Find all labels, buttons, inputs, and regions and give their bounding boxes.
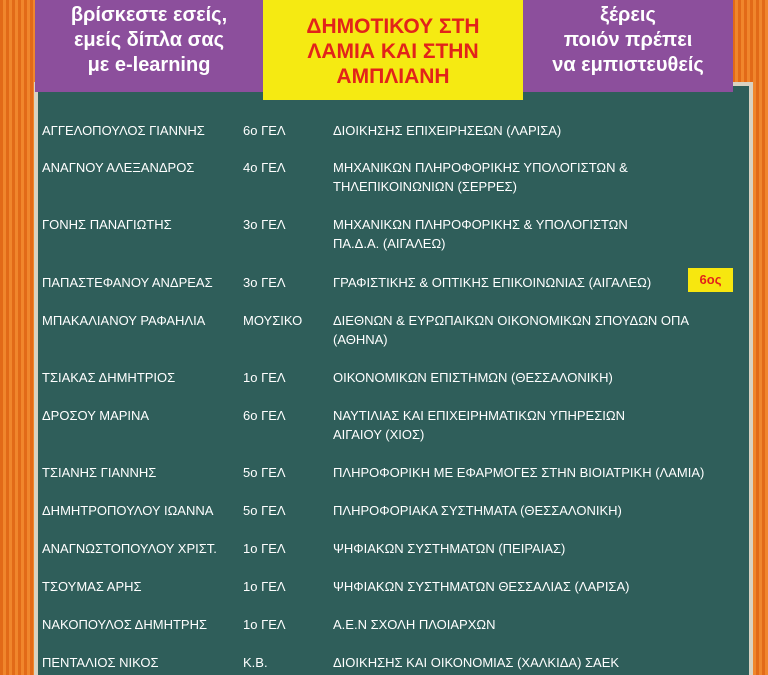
school-name: Κ.Β.	[243, 655, 268, 670]
school-name: 1ο ΓΕΛ	[243, 579, 286, 594]
department-line: ΠΛΗΡΟΦΟΡΙΑΚΑ ΣΥΣΤΗΜΑΤΑ (ΘΕΣΣΑΛΟΝΙΚΗ)	[333, 503, 622, 518]
school-name: 1ο ΓΕΛ	[243, 370, 286, 385]
school-name: 6ο ΓΕΛ	[243, 408, 286, 423]
school-name: ΜΟΥΣΙΚΟ	[243, 313, 303, 328]
ranking-badge: 6ος	[688, 268, 733, 292]
header-right-line: ξέρεις	[600, 4, 656, 26]
student-name: ΤΣΙΑΝΗΣ ΓΙΑΝΝΗΣ	[42, 465, 157, 480]
header-right-line: να εμπιστευθείς	[552, 54, 704, 76]
school-name: 1ο ΓΕΛ	[243, 617, 286, 632]
school-name: 6ο ΓΕΛ	[243, 123, 286, 138]
school-name: 3ο ΓΕΛ	[243, 275, 286, 290]
department-line: ΟΙΚΟΝΟΜΙΚΩΝ ΕΠΙΣΤΗΜΩΝ (ΘΕΣΣΑΛΟΝΙΚΗ)	[333, 370, 613, 385]
student-name: ΠΕΝΤΑΛΙΟΣ ΝΙΚΟΣ	[42, 655, 159, 670]
department-line: ΜΗΧΑΝΙΚΩΝ ΠΛΗΡΟΦΟΡΙΚΗΣ & ΥΠΟΛΟΓΙΣΤΩΝ	[333, 217, 628, 232]
department-line: ΨΗΦΙΑΚΩΝ ΣΥΣΤΗΜΑΤΩΝ ΘΕΣΣΑΛΙΑΣ (ΛΑΡΙΣΑ)	[333, 579, 630, 594]
student-name: ΔΡΟΣΟΥ ΜΑΡΙΝΑ	[42, 408, 150, 423]
department-line: ΜΗΧΑΝΙΚΩΝ ΠΛΗΡΟΦΟΡΙΚΗΣ ΥΠΟΛΟΓΙΣΤΩΝ &	[333, 160, 628, 175]
department-line: ΔΙΕΘΝΩΝ & ΕΥΡΩΠΑΙΚΩΝ ΟΙΚΟΝΟΜΙΚΩΝ ΣΠΟΥΔΩΝ ΟΠΑ	[333, 313, 690, 328]
header-left-line: βρίσκεστε εσείς,	[70, 4, 228, 26]
department-line: ΔΙΟΙΚΗΣΗΣ ΕΠΙΧΕΙΡΗΣΕΩΝ (ΛΑΡΙΣΑ)	[333, 123, 562, 138]
header-center-panel	[263, 0, 523, 100]
school-name: 4ο ΓΕΛ	[243, 160, 286, 175]
department-line: (ΑΘΗΝΑ)	[333, 332, 388, 347]
department-line: ΠΑ.Δ.Α. (ΑΙΓΑΛΕΩ)	[333, 236, 446, 251]
header-center-line: ΑΜΠΛΙΑΝΗ	[336, 65, 450, 88]
school-name: 5ο ΓΕΛ	[243, 503, 286, 518]
department-line: Α.Ε.Ν ΣΧΟΛΗ ΠΛΟΙΑΡΧΩΝ	[333, 617, 496, 632]
student-name: ΓΟΝΗΣ ΠΑΝΑΓΙΩΤΗΣ	[42, 217, 172, 232]
header-right-panel	[523, 0, 733, 92]
student-name: ΜΠΑΚΑΛΙΑΝΟΥ ΡΑΦΑΗΛΙΑ	[42, 313, 206, 328]
header-center-line: ΛΑΜΙΑ ΚΑΙ ΣΤΗΝ	[307, 40, 479, 63]
student-name: ΑΓΓΕΛΟΠΟΥΛΟΣ ΓΙΑΝΝΗΣ	[42, 123, 205, 138]
header-center-line: ΔΗΜΟΤΙΚΟΥ ΣΤΗ	[306, 15, 480, 38]
department-line: ΝΑΥΤΙΛΙΑΣ ΚΑΙ ΕΠΙΧΕΙΡΗΜΑΤΙΚΩΝ ΥΠΗΡΕΣΙΩΝ	[333, 408, 625, 423]
school-name: 1ο ΓΕΛ	[243, 541, 286, 556]
department-line: ΑΙΓΑΙΟΥ (ΧΙΟΣ)	[333, 427, 425, 442]
student-name: ΠΑΠΑΣΤΕΦΑΝΟΥ ΑΝΔΡΕΑΣ	[42, 275, 213, 290]
department-line: ΤΗΛΕΠΙΚΟΙΝΩΝΙΩΝ (ΣΕΡΡΕΣ)	[333, 179, 517, 194]
school-name: 5ο ΓΕΛ	[243, 465, 286, 480]
student-name: ΝΑΚΟΠΟΥΛΟΣ ΔΗΜΗΤΡΗΣ	[42, 617, 208, 632]
header-left-line: εμείς δίπλα σας	[73, 29, 225, 51]
student-name: ΤΣΟΥΜΑΣ ΑΡΗΣ	[42, 579, 142, 594]
school-name: 3ο ΓΕΛ	[243, 217, 286, 232]
department-line: ΠΛΗΡΟΦΟΡΙΚΗ ΜΕ ΕΦΑΡΜΟΓΕΣ ΣΤΗΝ ΒΙΟΙΑΤΡΙΚΗ (ΛΑΜΙΑ)	[333, 465, 705, 480]
department-line: ΓΡΑΦΙΣΤΙΚΗΣ & ΟΠΤΙΚΗΣ ΕΠΙΚΟΙΝΩΝΙΑΣ (ΑΙΓΑΛΕΩ)	[333, 275, 652, 290]
student-name: ΑΝΑΓΝΩΣΤΟΠΟΥΛΟΥ ΧΡΙΣΤ.	[42, 541, 217, 556]
header-right-line: ποιόν πρέπει	[563, 29, 693, 51]
header-left-line: με e-learning	[87, 54, 211, 76]
header-left-panel	[35, 0, 263, 92]
student-name: ΑΝΑΓΝΟΥ ΑΛΕΞΑΝΔΡΟΣ	[42, 160, 195, 175]
department-line: ΔΙΟΙΚΗΣΗΣ ΚΑΙ ΟΙΚΟΝΟΜΙΑΣ (ΧΑΛΚΙΔΑ) ΣΑΕΚ	[333, 655, 620, 670]
department-line: ΨΗΦΙΑΚΩΝ ΣΥΣΤΗΜΑΤΩΝ (ΠΕΙΡΑΙΑΣ)	[333, 541, 566, 556]
student-name: ΔΗΜΗΤΡΟΠΟΥΛΟΥ ΙΩΑΝΝΑ	[42, 503, 214, 518]
student-name: ΤΣΙΑΚΑΣ ΔΗΜΗΤΡΙΟΣ	[42, 370, 176, 385]
